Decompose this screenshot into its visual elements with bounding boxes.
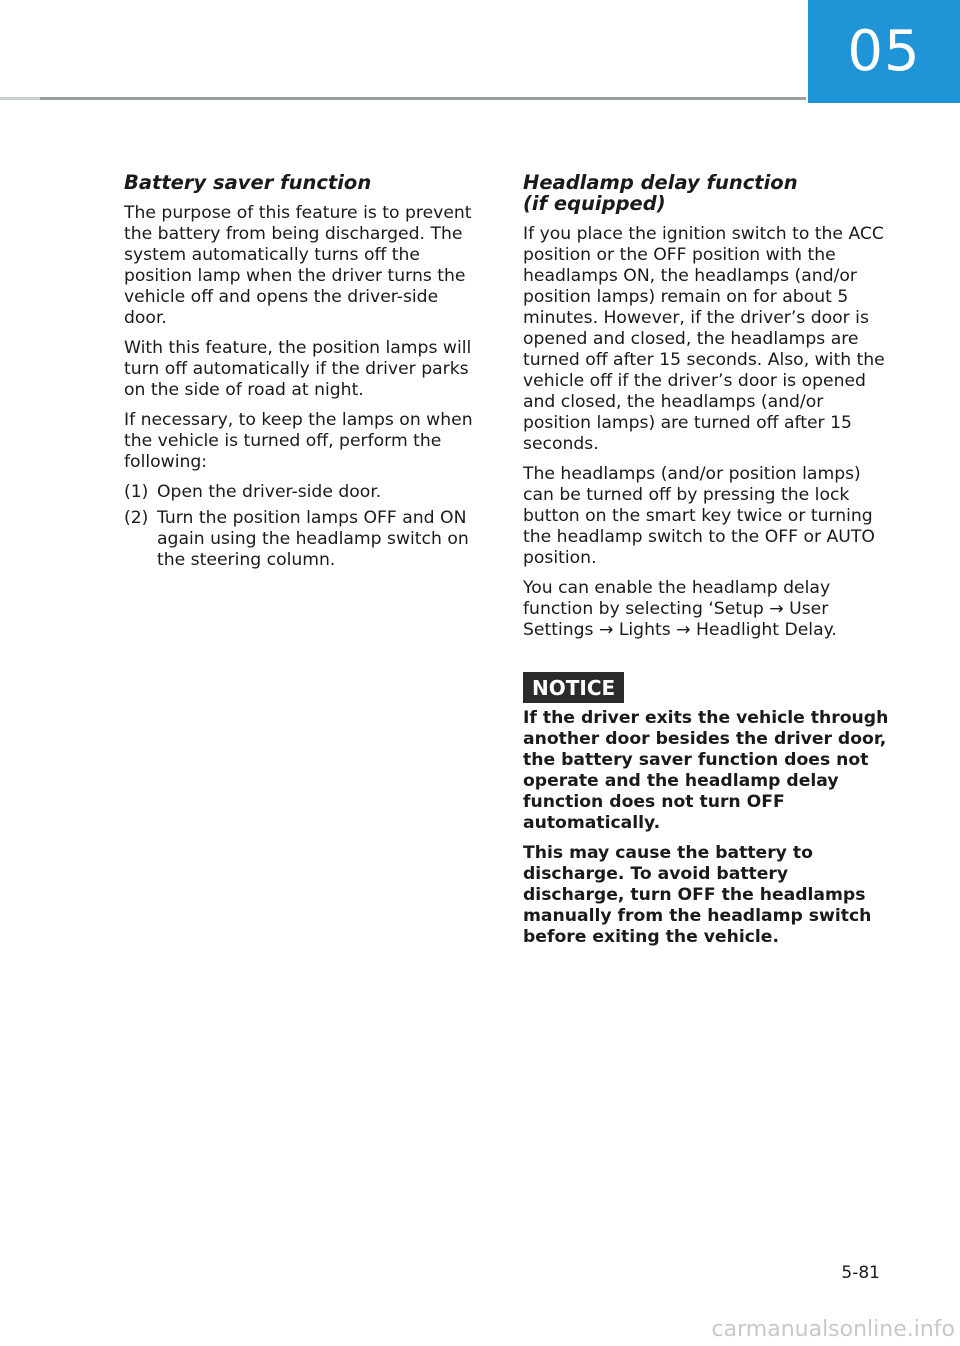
list-item-number: (1) xyxy=(124,482,149,502)
battery-saver-heading: Battery saver function xyxy=(124,171,372,194)
notice-label: NOTICE xyxy=(523,672,624,703)
battery-saver-paragraph: With this feature, the position lamps will turn off automatically if the driver parks on the side of road at night. xyxy=(124,338,472,400)
chapter-tab: 05 xyxy=(808,0,960,103)
list-item-text: Turn the position lamps OFF and ON again using the headlamp switch on the steering column. xyxy=(157,508,469,570)
battery-saver-paragraph: If necessary, to keep the lamps on when the vehicle is turned off, perform the following: xyxy=(124,410,473,472)
list-item-number: (2) xyxy=(124,508,149,528)
headlamp-delay-paragraph: You can enable the headlamp delay function by selecting ‘Setup → User Settings → Lights → Headlight Delay. xyxy=(523,578,837,640)
headlamp-delay-paragraph: The headlamps (and/or position lamps) can be turned off by pressing the lock button on the smart key twice or turning the headlamp switch to the OFF or AUTO position. xyxy=(523,464,875,568)
header-rule-accent xyxy=(0,97,40,100)
list-item xyxy=(124,508,484,571)
headlamp-delay-heading xyxy=(523,172,889,214)
page-number: 5-81 xyxy=(841,1263,880,1283)
headlamp-delay-paragraph: If you place the ignition switch to the ACC position or the OFF position with the headlamps ON, the headlamps (and/or position lamps) remain on for about 5 minutes. However, if the driver’s door is opened and closed, the headlamps are turned off after 15 seconds. Also, with the vehicle off if the driver’s door is opened and closed, the headlamps (and/or position lamps) are turned off after 15 seconds. xyxy=(523,224,885,454)
watermark: carmanualsonline.info xyxy=(711,1317,955,1342)
left-column xyxy=(124,172,484,576)
notice-text: This may cause the battery to discharge. To avoid battery discharge, turn OFF the headlamps manually from the headlamp switch before exiting the vehicle. xyxy=(523,843,872,947)
notice-text: If the driver exits the vehicle through another door besides the driver door, the battery saver function does not operate and the headlamp delay function does not turn OFF automatically. xyxy=(523,708,889,833)
battery-saver-paragraph: The purpose of this feature is to prevent the battery from being discharged. The system automatically turns off the position lamp when the driver turns the vehicle off and opens the driver-side door. xyxy=(124,203,472,328)
headlamp-delay-heading-line2: (if equipped) xyxy=(523,192,666,215)
right-column xyxy=(523,172,889,957)
list-item-text: Open the driver-side door. xyxy=(157,482,382,502)
list-item xyxy=(124,482,484,503)
header-rule xyxy=(0,97,806,100)
headlamp-delay-heading-line1: Headlamp delay function xyxy=(523,171,798,194)
